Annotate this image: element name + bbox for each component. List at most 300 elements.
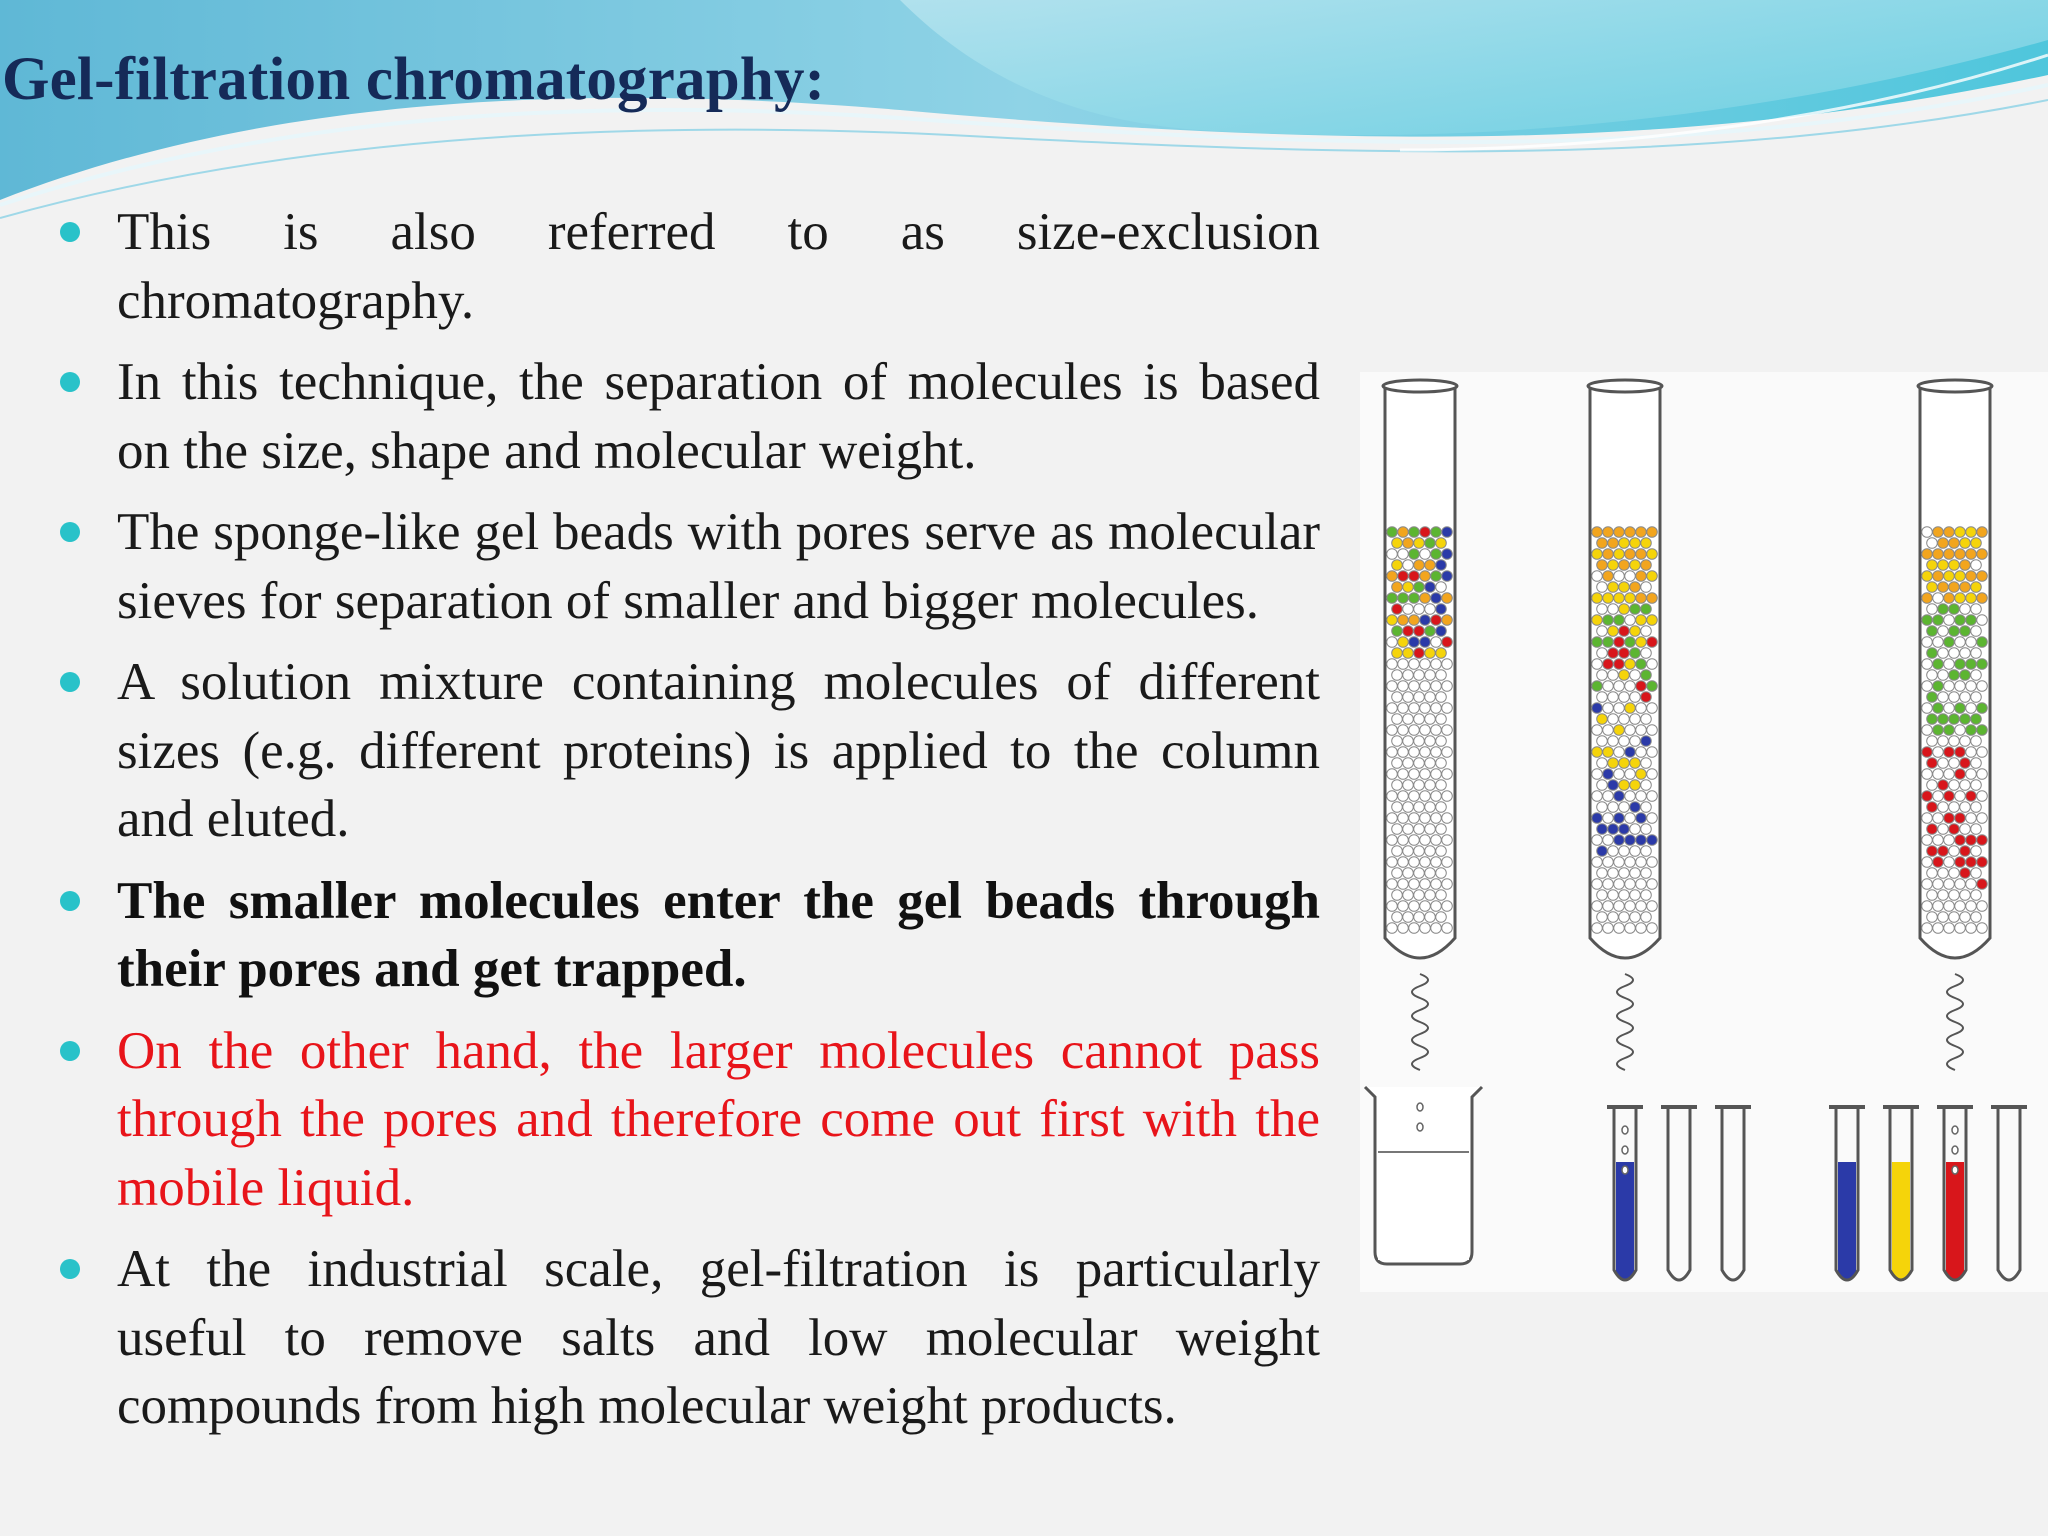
gel-bead <box>1630 912 1641 923</box>
gel-bead <box>1625 571 1636 582</box>
gel-bead <box>1960 846 1971 857</box>
gel-bead <box>1403 890 1414 901</box>
gel-bead <box>1636 571 1647 582</box>
gel-bead <box>1971 604 1982 615</box>
gel-bead <box>1641 890 1652 901</box>
gel-bead <box>1608 846 1619 857</box>
gel-bead <box>1608 648 1619 659</box>
gel-bead <box>1409 637 1420 648</box>
gel-bead <box>1647 527 1658 538</box>
gel-bead <box>1436 780 1447 791</box>
gel-bead <box>1922 681 1933 692</box>
gel-bead <box>1592 527 1603 538</box>
gel-bead <box>1387 725 1398 736</box>
drop-icon <box>1622 1126 1628 1134</box>
gel-bead <box>1944 571 1955 582</box>
gel-bead <box>1592 835 1603 846</box>
gel-bead <box>1387 593 1398 604</box>
gel-bead <box>1597 846 1608 857</box>
gel-bead <box>1603 615 1614 626</box>
gel-bead <box>1592 681 1603 692</box>
gel-bead <box>1949 560 1960 571</box>
gel-bead <box>1977 615 1988 626</box>
gel-bead <box>1592 769 1603 780</box>
drop-icon <box>1622 1146 1628 1154</box>
gel-bead <box>1592 703 1603 714</box>
gel-bead <box>1442 637 1453 648</box>
gel-bead <box>1420 571 1431 582</box>
gel-bead <box>1949 626 1960 637</box>
gel-bead <box>1420 747 1431 758</box>
gel-bead <box>1614 527 1625 538</box>
gel-bead <box>1398 835 1409 846</box>
gel-bead <box>1960 868 1971 879</box>
gel-bead <box>1592 725 1603 736</box>
gel-bead <box>1922 791 1933 802</box>
gel-bead <box>1927 714 1938 725</box>
gel-bead <box>1409 571 1420 582</box>
gel-bead <box>1977 703 1988 714</box>
gel-bead <box>1608 692 1619 703</box>
gel-bead <box>1636 879 1647 890</box>
gel-bead <box>1608 890 1619 901</box>
gel-bead <box>1414 802 1425 813</box>
gel-bead <box>1955 769 1966 780</box>
gel-bead <box>1436 670 1447 681</box>
gel-bead <box>1398 769 1409 780</box>
gel-bead <box>1436 582 1447 593</box>
gel-bead <box>1641 670 1652 681</box>
gel-bead <box>1597 824 1608 835</box>
gel-bead <box>1949 582 1960 593</box>
bullet-text: On the other hand, the larger molecules cannot pass through the pores and therefore come out first with the mobile liquid. <box>117 1021 1320 1217</box>
gel-bead <box>1436 604 1447 615</box>
gel-bead <box>1977 857 1988 868</box>
gel-bead <box>1619 582 1630 593</box>
gel-bead <box>1409 549 1420 560</box>
gel-bead <box>1414 824 1425 835</box>
gel-bead <box>1647 549 1658 560</box>
gel-bead <box>1431 835 1442 846</box>
gel-bead <box>1425 780 1436 791</box>
gel-bead <box>1966 769 1977 780</box>
gel-bead <box>1414 780 1425 791</box>
gel-bead <box>1636 703 1647 714</box>
gel-bead <box>1971 648 1982 659</box>
gel-bead <box>1636 901 1647 912</box>
gel-bead <box>1392 846 1403 857</box>
gel-bead <box>1944 857 1955 868</box>
gel-bead <box>1392 824 1403 835</box>
gel-bead <box>1392 538 1403 549</box>
gel-bead <box>1398 725 1409 736</box>
gel-bead <box>1425 670 1436 681</box>
gel-bead <box>1625 769 1636 780</box>
gel-bead <box>1442 857 1453 868</box>
gel-bead <box>1933 747 1944 758</box>
gel-bead <box>1955 725 1966 736</box>
gel-bead <box>1387 571 1398 582</box>
gel-bead <box>1398 923 1409 934</box>
gel-bead <box>1392 560 1403 571</box>
gel-bead <box>1420 923 1431 934</box>
gel-bead <box>1938 670 1949 681</box>
gel-bead <box>1630 714 1641 725</box>
gel-bead <box>1414 714 1425 725</box>
gel-bead <box>1392 868 1403 879</box>
gel-bead <box>1436 890 1447 901</box>
gel-bead <box>1933 637 1944 648</box>
gel-bead <box>1420 615 1431 626</box>
gel-bead <box>1977 549 1988 560</box>
gel-bead <box>1592 571 1603 582</box>
gel-bead <box>1619 736 1630 747</box>
gel-bead <box>1603 835 1614 846</box>
gel-bead <box>1442 769 1453 780</box>
gel-bead <box>1944 549 1955 560</box>
gel-bead <box>1922 835 1933 846</box>
gel-bead <box>1955 901 1966 912</box>
gel-bead <box>1431 879 1442 890</box>
gel-bead <box>1927 648 1938 659</box>
gel-bead <box>1949 758 1960 769</box>
drop-icon <box>1952 1166 1958 1174</box>
gel-bead <box>1403 604 1414 615</box>
gel-bead <box>1625 725 1636 736</box>
gel-bead <box>1933 813 1944 824</box>
gel-bead <box>1403 670 1414 681</box>
gel-bead <box>1927 538 1938 549</box>
gel-bead <box>1403 538 1414 549</box>
gel-bead <box>1592 593 1603 604</box>
gel-bead <box>1971 560 1982 571</box>
tube-liquid <box>1946 1162 1964 1279</box>
gel-bead <box>1966 923 1977 934</box>
gel-bead <box>1647 923 1658 934</box>
gel-bead <box>1630 692 1641 703</box>
gel-bead <box>1922 527 1933 538</box>
gel-bead <box>1436 648 1447 659</box>
gel-bead <box>1636 681 1647 692</box>
gel-bead <box>1927 780 1938 791</box>
gel-bead <box>1966 835 1977 846</box>
gel-bead <box>1597 626 1608 637</box>
gel-bead <box>1442 725 1453 736</box>
gel-bead <box>1966 681 1977 692</box>
gel-bead <box>1614 769 1625 780</box>
gel-bead <box>1387 527 1398 538</box>
gel-bead <box>1597 714 1608 725</box>
gel-bead <box>1420 725 1431 736</box>
gel-bead <box>1977 571 1988 582</box>
gel-bead <box>1597 758 1608 769</box>
gel-bead <box>1647 813 1658 824</box>
gel-bead <box>1431 769 1442 780</box>
gel-bead <box>1966 615 1977 626</box>
bullet-text: The smaller molecules enter the gel beads through their pores and get trapped. <box>117 871 1320 998</box>
gel-bead <box>1630 758 1641 769</box>
gel-bead <box>1398 791 1409 802</box>
gel-bead <box>1944 725 1955 736</box>
gel-bead <box>1431 813 1442 824</box>
gel-bead <box>1949 604 1960 615</box>
gel-bead <box>1420 703 1431 714</box>
gel-bead <box>1387 835 1398 846</box>
gel-bead <box>1933 879 1944 890</box>
gel-bead <box>1636 769 1647 780</box>
gel-bead <box>1922 725 1933 736</box>
gel-bead <box>1387 747 1398 758</box>
bullet-text: In this technique, the separation of molecules is based on the size, shape and molecular weight. <box>117 353 1320 480</box>
gel-bead <box>1608 538 1619 549</box>
gel-bead <box>1944 659 1955 670</box>
gel-bead <box>1960 912 1971 923</box>
gel-filtration-column-diagram <box>1360 372 2048 1292</box>
gel-bead <box>1420 791 1431 802</box>
gel-bead <box>1625 747 1636 758</box>
gel-bead <box>1398 549 1409 560</box>
bullet-size-exclusion <box>0 198 1320 335</box>
gel-bead <box>1436 824 1447 835</box>
gel-bead <box>1431 857 1442 868</box>
gel-bead <box>1436 846 1447 857</box>
gel-bead <box>1387 681 1398 692</box>
gel-bead <box>1387 615 1398 626</box>
gel-bead <box>1614 549 1625 560</box>
gel-bead <box>1977 879 1988 890</box>
bullet-dot-icon <box>60 522 80 542</box>
gel-bead <box>1592 923 1603 934</box>
gel-bead <box>1625 593 1636 604</box>
gel-bead <box>1647 703 1658 714</box>
gel-bead <box>1949 868 1960 879</box>
gel-bead <box>1647 769 1658 780</box>
gel-bead <box>1597 670 1608 681</box>
gel-bead <box>1597 648 1608 659</box>
gel-bead <box>1927 802 1938 813</box>
bullet-larger-molecules <box>0 1017 1320 1223</box>
gel-bead <box>1971 758 1982 769</box>
gel-bead <box>1944 747 1955 758</box>
gel-bead <box>1966 901 1977 912</box>
gel-bead <box>1977 747 1988 758</box>
gel-bead <box>1922 659 1933 670</box>
gel-bead <box>1431 681 1442 692</box>
gel-bead <box>1960 582 1971 593</box>
gel-bead <box>1619 648 1630 659</box>
gel-bead <box>1630 802 1641 813</box>
gel-bead <box>1414 868 1425 879</box>
gel-bead <box>1619 802 1630 813</box>
gel-bead <box>1933 659 1944 670</box>
gel-bead <box>1442 593 1453 604</box>
gel-bead <box>1927 846 1938 857</box>
gel-bead <box>1603 791 1614 802</box>
gel-bead <box>1949 780 1960 791</box>
gel-bead <box>1425 846 1436 857</box>
gel-bead <box>1608 802 1619 813</box>
gel-bead <box>1597 604 1608 615</box>
gel-bead <box>1414 736 1425 747</box>
gel-bead <box>1938 868 1949 879</box>
gel-bead <box>1442 813 1453 824</box>
gel-bead <box>1922 813 1933 824</box>
gel-bead <box>1922 879 1933 890</box>
gel-bead <box>1603 813 1614 824</box>
gel-bead <box>1641 758 1652 769</box>
gel-bead <box>1641 560 1652 571</box>
gel-bead <box>1922 615 1933 626</box>
gel-bead <box>1403 626 1414 637</box>
gel-bead <box>1420 637 1431 648</box>
bullet-dot-icon <box>60 222 80 242</box>
gel-bead <box>1409 703 1420 714</box>
gel-bead <box>1966 857 1977 868</box>
gel-bead <box>1971 824 1982 835</box>
gel-bead <box>1619 538 1630 549</box>
gel-bead <box>1436 714 1447 725</box>
gel-bead <box>1409 791 1420 802</box>
gel-bead <box>1614 835 1625 846</box>
bullet-list <box>0 198 1320 1454</box>
gel-bead <box>1625 923 1636 934</box>
gel-bead <box>1403 736 1414 747</box>
gel-bead <box>1403 912 1414 923</box>
gel-bead <box>1398 747 1409 758</box>
gel-bead <box>1431 549 1442 560</box>
gel-bead <box>1938 912 1949 923</box>
gel-bead <box>1614 901 1625 912</box>
gel-bead <box>1636 813 1647 824</box>
gel-bead <box>1938 714 1949 725</box>
gel-bead <box>1619 846 1630 857</box>
gel-bead <box>1977 901 1988 912</box>
gel-bead <box>1927 670 1938 681</box>
gel-bead <box>1592 747 1603 758</box>
gel-bead <box>1442 527 1453 538</box>
gel-bead <box>1630 538 1641 549</box>
gel-bead <box>1608 758 1619 769</box>
gel-bead <box>1647 901 1658 912</box>
gel-bead <box>1603 593 1614 604</box>
gel-bead <box>1392 890 1403 901</box>
gel-bead <box>1603 901 1614 912</box>
gel-bead <box>1414 604 1425 615</box>
gel-bead <box>1636 615 1647 626</box>
gel-bead <box>1647 791 1658 802</box>
gel-bead <box>1420 835 1431 846</box>
gel-bead <box>1608 736 1619 747</box>
gel-bead <box>1392 648 1403 659</box>
gel-bead <box>1619 758 1630 769</box>
gel-bead <box>1414 648 1425 659</box>
gel-bead <box>1403 560 1414 571</box>
gel-bead <box>1597 912 1608 923</box>
gel-bead <box>1431 615 1442 626</box>
gel-bead <box>1436 538 1447 549</box>
gel-bead <box>1409 923 1420 934</box>
gel-bead <box>1971 582 1982 593</box>
gel-bead <box>1442 901 1453 912</box>
gel-bead <box>1630 780 1641 791</box>
gel-bead <box>1398 703 1409 714</box>
gel-bead <box>1420 901 1431 912</box>
bullet-text: At the industrial scale, gel-filtration is particularly useful to remove salts and low molecular weight compounds from high molecular weight products. <box>117 1240 1320 1435</box>
gel-bead <box>1955 637 1966 648</box>
gel-bead <box>1922 857 1933 868</box>
gel-bead <box>1398 681 1409 692</box>
gel-bead <box>1966 725 1977 736</box>
gel-bead <box>1420 681 1431 692</box>
drop-icon <box>1417 1103 1423 1111</box>
gel-bead <box>1425 538 1436 549</box>
gel-bead <box>1597 582 1608 593</box>
gel-bead <box>1398 879 1409 890</box>
gel-bead <box>1641 538 1652 549</box>
gel-bead <box>1425 868 1436 879</box>
gel-bead <box>1955 593 1966 604</box>
gel-bead <box>1442 549 1453 560</box>
gel-bead <box>1949 912 1960 923</box>
gel-bead <box>1619 626 1630 637</box>
bullet-dot-icon <box>60 891 80 911</box>
drop-icon <box>1952 1126 1958 1134</box>
gel-bead <box>1944 593 1955 604</box>
gel-bead <box>1442 703 1453 714</box>
gel-bead <box>1641 912 1652 923</box>
gel-bead <box>1409 725 1420 736</box>
gel-bead <box>1425 582 1436 593</box>
gel-bead <box>1636 747 1647 758</box>
gel-bead <box>1641 714 1652 725</box>
gel-bead <box>1436 912 1447 923</box>
gel-bead <box>1425 802 1436 813</box>
gel-bead <box>1425 604 1436 615</box>
gel-bead <box>1641 780 1652 791</box>
gel-bead <box>1592 901 1603 912</box>
gel-bead <box>1927 604 1938 615</box>
bullet-text: This is also referred to as size-exclusion chromatography. <box>117 203 1320 330</box>
gel-bead <box>1630 560 1641 571</box>
gel-bead <box>1425 626 1436 637</box>
gel-bead <box>1938 582 1949 593</box>
gel-bead <box>1392 626 1403 637</box>
gel-bead <box>1922 549 1933 560</box>
gel-bead <box>1387 923 1398 934</box>
gel-bead <box>1431 901 1442 912</box>
gel-bead <box>1955 527 1966 538</box>
gel-bead <box>1636 637 1647 648</box>
bullet-dot-icon <box>60 372 80 392</box>
gel-bead <box>1955 703 1966 714</box>
gel-bead <box>1442 659 1453 670</box>
column-rim <box>1918 380 1992 392</box>
gel-bead <box>1592 615 1603 626</box>
gel-bead <box>1944 901 1955 912</box>
gel-bead <box>1960 890 1971 901</box>
gel-bead <box>1647 637 1658 648</box>
gel-bead <box>1603 769 1614 780</box>
gel-bead <box>1647 725 1658 736</box>
gel-bead <box>1647 681 1658 692</box>
gel-bead <box>1597 868 1608 879</box>
gel-bead <box>1608 560 1619 571</box>
gel-bead <box>1608 780 1619 791</box>
bullet-text: The sponge-like gel beads with pores serve as molecular sieves for separation of smaller and bigger molecules. <box>117 503 1320 630</box>
gel-bead <box>1597 802 1608 813</box>
gel-bead <box>1977 791 1988 802</box>
gel-bead <box>1641 582 1652 593</box>
